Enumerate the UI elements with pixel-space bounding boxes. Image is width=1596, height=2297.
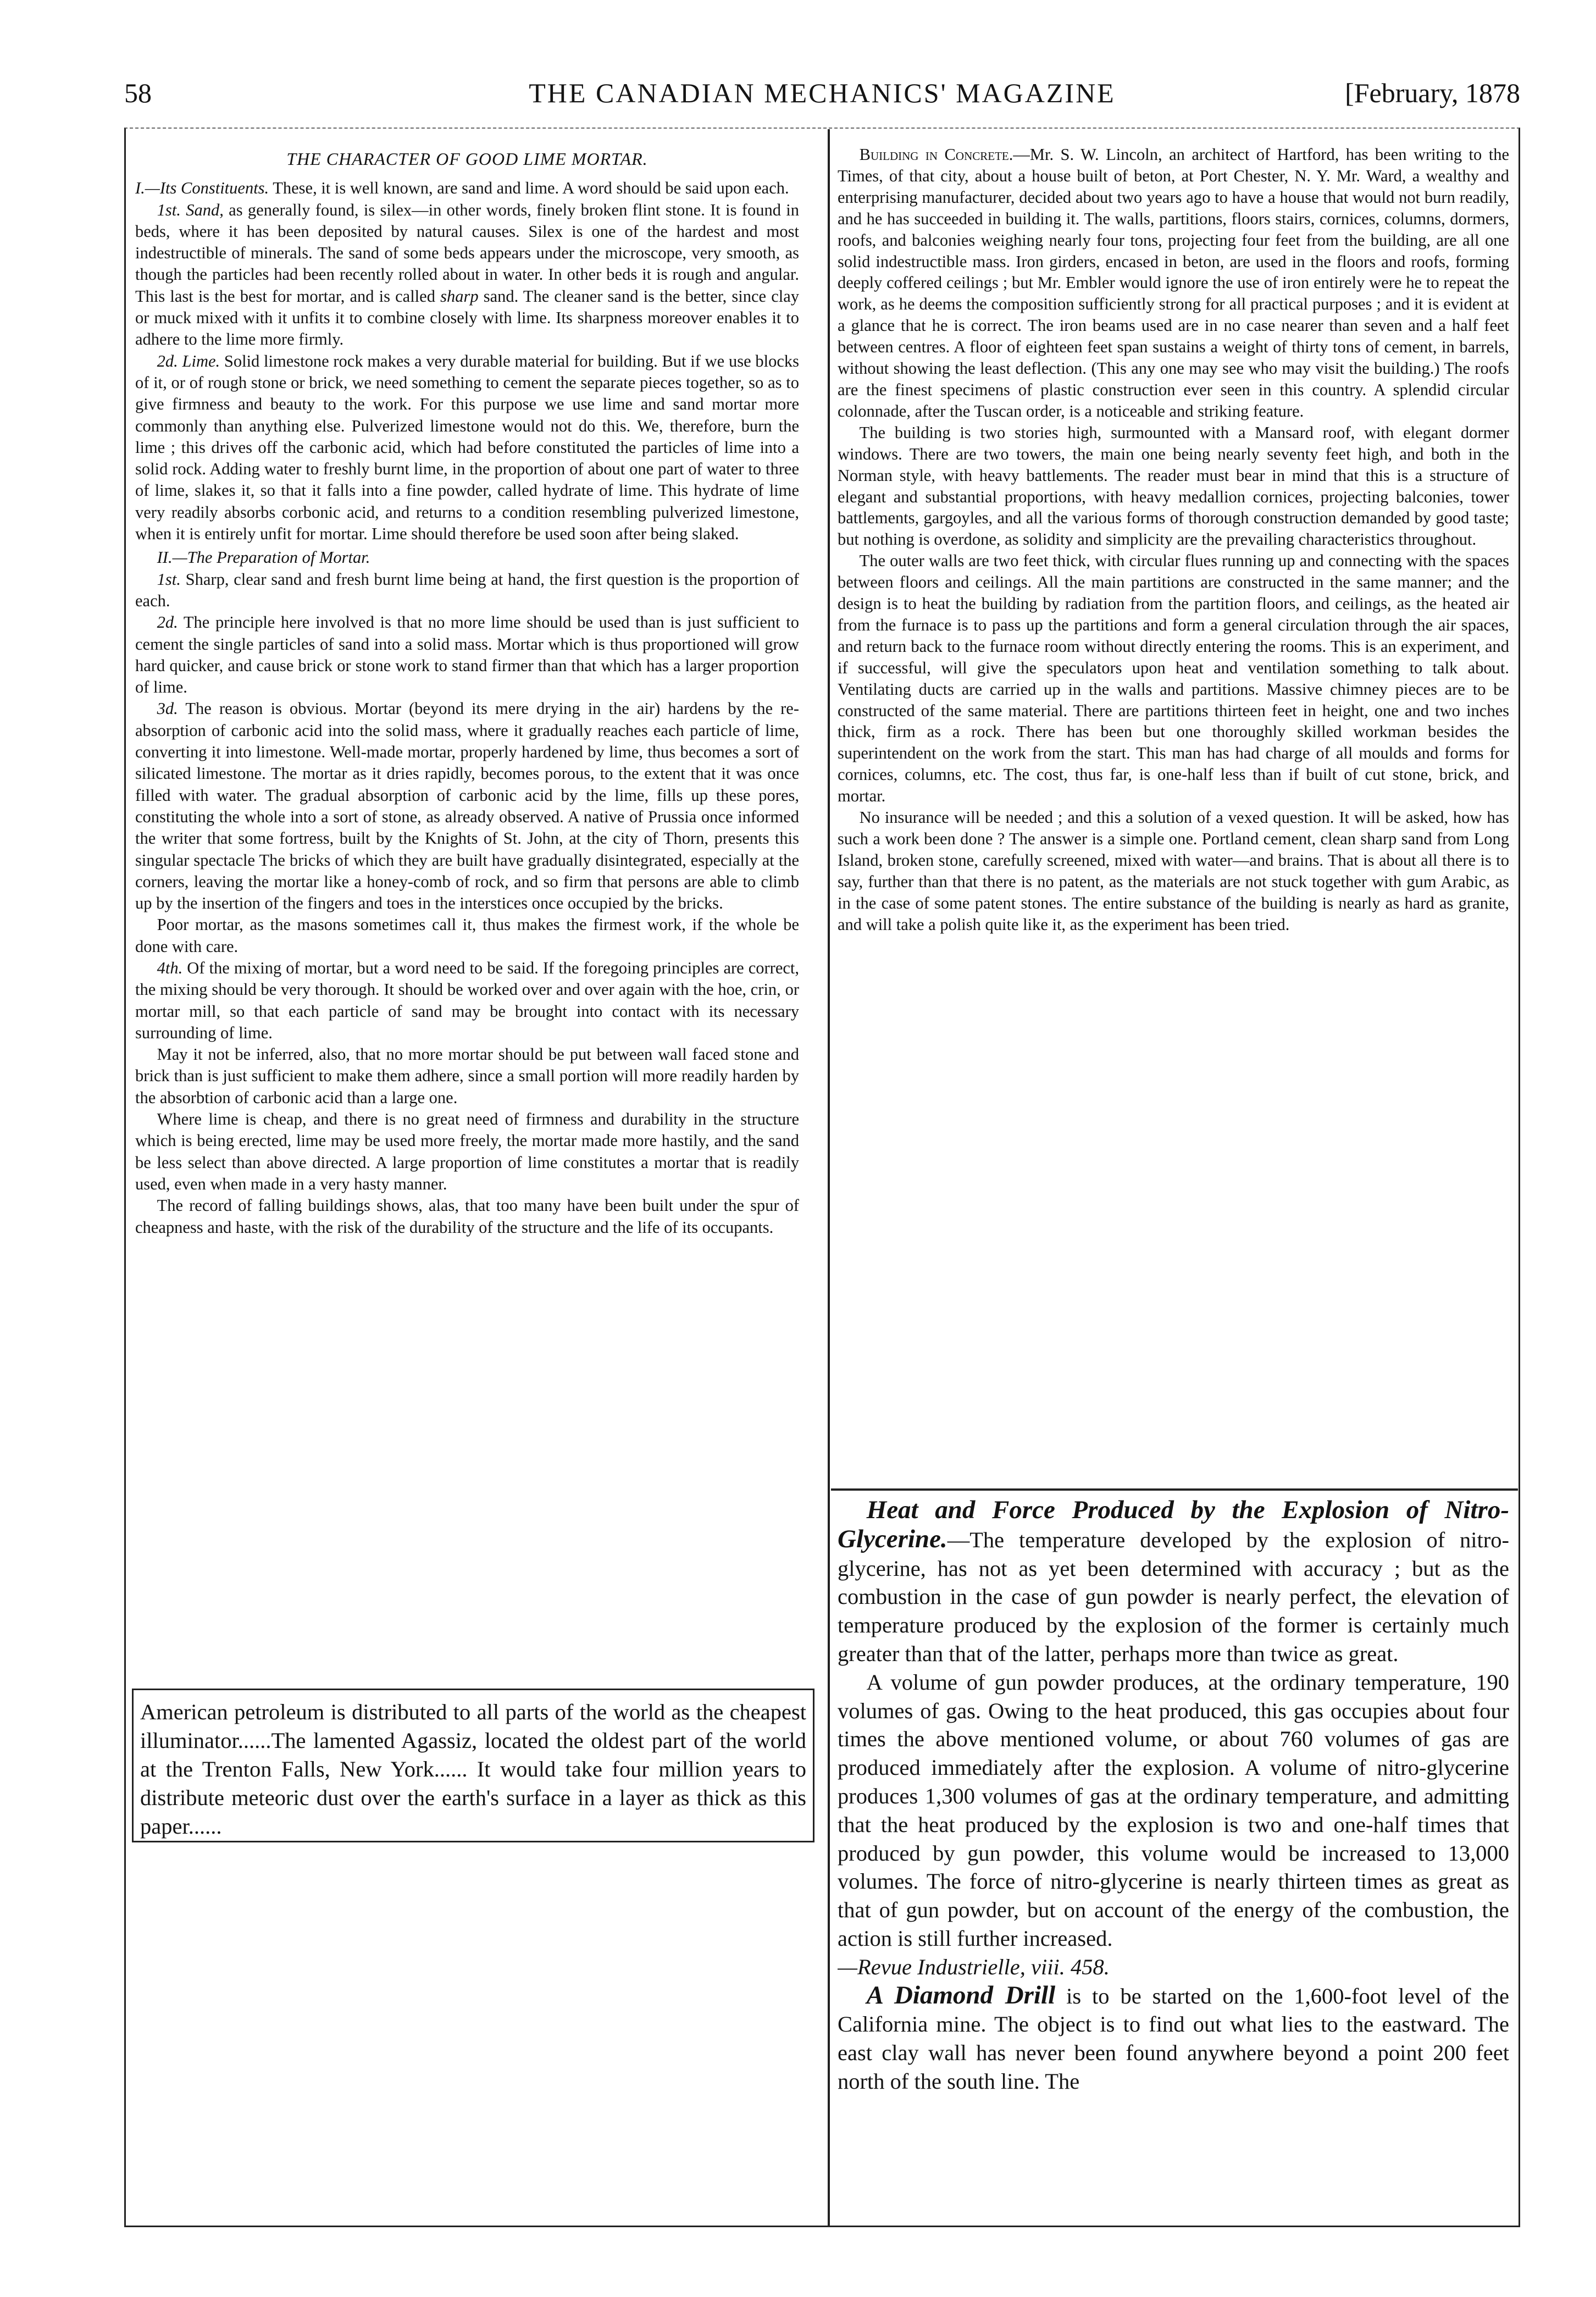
section-heading: II.—The Preparation of Mortar.	[157, 548, 370, 567]
paragraph: May it not be inferred, also, that no more mortar should be put between wall faced stone and brick than is just sufficient to make them adhere, since a small portion will more readily harden by the absorbtion of carbonic acid than a large one.	[135, 1045, 799, 1107]
source-citation: —Revue Industrielle, viii. 458.	[838, 1954, 1110, 1979]
paragraph: The outer walls are two feet thick, with circular flues running up and connecting with the spaces between floors and ceilings. All the main partitions are constructed in the same manner; and the design is to heat the building by radiation from the partition floors, and ceilings, as the heated air from the furnace is to pass up the partitions and form a general circulation through the air spaces, and return back to the furnace room without directly entering the rooms. This is an experiment, and if successful, will give the speculators upon heat and ventilation something to talk about. Ventilating ducts are carried up in the walls and partitions. Massive chimney pieces are to be constructed of the same material. There are partitions thirteen feet in height, one and two inches thick, firm as a rock. There has been but one thoroughly skilled workman besides the superintendent on the work from the start. This man has had charge of all moulds and forms for cornices, columns, etc. The cost, thus far, is one-half less than if built of cut stone, brick, and mortar.	[838, 551, 1509, 806]
paragraph: Building in Concrete.—Mr. S. W. Lincoln, an architect of Hartford, has been writing to the Times, of that city, about a house built of beton, at Port Chester, N. Y. Mr. Ward, a wealthy and enterprising manufacturer, decided about two years ago to have a house that would not burn readily, and he has succeeded in building it. The walls, partitions, floors stairs, cornices, columns, dormers, roofs, and balconies weighing nearly four tons, projecting four feet from the building, are all one solid indestructible mass. Iron girders, encased in beton, are used in the floors and roofs, forming deeply coffered ceilings ; but Mr. Embler would ignore the use of iron entirely were he to repeat the work, as he deems the composition sufficiently strong for all practical purposes ; and it is evident at a glance that he is correct. The iron beams used are in no case nearer than seven and a half feet between centres. A floor of eighteen feet span sustains a weight of thirty tons of cement, in barrels, without showing the least deflection. (This any one may see who may visit the building.) The roofs are the finest specimens of plastic construction ever seen in this country. A splendid circular colonnade, after the Tuscan order, is a noticeable and striking feature.	[838, 145, 1509, 420]
magazine-title: THE CANADIAN MECHANICS' MAGAZINE	[529, 78, 1116, 108]
article-heading: Heat and Force Produced by the Explosion of Nitro-Glycerine.	[838, 1496, 1509, 1553]
page-number: 58	[124, 78, 152, 108]
article-title: THE CHARACTER OF GOOD LIME MORTAR.	[286, 149, 648, 169]
paragraph: A Diamond Drill is to be started on the 1,600-foot level of the California mine. The object is to find out what lies to the eastward. The east clay wall has never been found anywhere beyond a point 200 feet north of the south line. The	[838, 1980, 1509, 2094]
paragraph: 3d. The reason is obvious. Mortar (beyond its mere drying in the air) hardens by the re-absorption of carbonic acid into the solid mass, where it gradually reaches each particle of lime, converting it into limestone. Well-made mortar, properly hardened by lime, thus becomes a sort of silicated limestone. The mortar as it dries rapidly, becomes porous, to the extent that it was once filled with water. The gradual absorption of carbonic acid by the lime, fills up these pores, constituting the whole into a sort of stone, as already observed. A native of Prussia once informed the writer that some fortress, built by the Knights of St. John, at the city of Thorn, presents this singular spectacle The bricks of which they are built have gradually disintegrated, especially at the corners, leaving the mortar like a honey-comb of rock, and so firm that persons are able to climb up by the insertion of the fingers and toes in the interstices once occupied by the bricks.	[135, 699, 799, 913]
paragraph: 2d. The principle here involved is that no more lime should be used than is just sufficient to cement the single particles of sand into a solid mass. Mortar which is thus proportioned will grow hard quicker, and cause brick or stone work to stand firmer than that which has a larger proportion of lime.	[135, 613, 799, 697]
column-divider	[828, 129, 830, 2226]
lime-mortar-article	[135, 144, 799, 1675]
paragraph: No insurance will be needed ; and this a solution of a vexed question. It will be asked, how has such a work been done ? The answer is a simple one. Portland cement, clean sharp sand from Long Island, broken stone, carefully screened, mixed with water—and brains. That is about all there is to say, further than that there is no patent, as the materials are not stuck together with gum Arabic, as in the case of some patent stones. The entire substance of the building is nearly as hard as granite, and will take a polish quite like it, as the experiment has been tried.	[838, 808, 1509, 934]
paragraph: 2d. Lime. Solid limestone rock makes a very durable material for building. But if we use blocks of it, or of rough stone or brick, we need something to cement the separate pieces together, so as to give firmness and beauty to the work. For this purpose we use lime and sand mortar more commonly than anything else. Pulverized limestone would not do this. We, therefore, burn the lime ; this drives off the carbonic acid, which had before constituted the particles of lime into a solid rock. Adding water to freshly burnt lime, in the proportion of about one part of water to three of lime, slakes it, so that it falls into a fine powder, called hydrate of lime. This hydrate of lime very readily absorbs corbonic acid, and returns to a condition resembling pulverized limestone, when it is entirely unfit for mortar. Lime should therefore be used soon after being slaked.	[135, 351, 799, 544]
boxed-note	[132, 1689, 814, 1842]
paragraph: Poor mortar, as the masons sometimes call it, thus makes the firmest work, if the whole be done with care.	[135, 915, 799, 956]
article-lead: Building in Concrete.	[859, 145, 1013, 164]
paragraph: A volume of gun powder produces, at the ordinary temperature, 190 volumes of gas. Owing to the heat produced, this gas occupies about four times the above mentioned volume, or about 760 volumes of gas are produced immediately after the explosion. A volume of nitro-glycerine produces 1,300 volumes of gas at the ordinary temperature, and admitting that the heat produced by the explosion is two and one-half times that produced by gun powder, this volume would be increased to 13,000 volumes. The force of nitro-glycerine is nearly thirteen times as great as that of gun powder, but on account of the energy of the combustion, the action is still further increased.	[838, 1669, 1509, 1951]
drill-heading: A Diamond Drill	[866, 1980, 1056, 2010]
paragraph: 4th. Of the mixing of mortar, but a word need to be said. If the foregoing principles are correct, the mixing should be very thorough. It should be worked over and over again with the hoe, crin, or mortar mill, so that each particle of sand may be brought into contact with its necessary surrounding of lime.	[135, 958, 799, 1042]
paragraph: The building is two stories high, surmounted with a Mansard roof, with elegant dormer windows. There are two towers, the main one being nearly seventy feet high, and both in the Norman style, with heavy battlements. The reader must bear in mind that this is a structure of elegant and substantial proportions, with heavy medallion cornices, projecting balconies, tower battlements, gargoyles, and all the various forms of thorough construction demanded by good taste; but nothing is overdone, as solidity and simplicity are the prevailing characteristics throughout.	[838, 423, 1509, 549]
boxed-note-text: American petroleum is distributed to all parts of the world as the cheapest illuminator......The lamented Agassiz, located the oldest part of the world at the Trenton Falls, New York...... It would take four million years to distribute meteoric dust over the earth's surface in a layer as thick as this paper......	[140, 1700, 806, 1839]
paragraph: The record of falling buildings shows, alas, that too many have been built under the spur of cheapness and haste, with the risk of the durability of the structure and the life of its occupants.	[135, 1196, 799, 1237]
paragraph: Heat and Force Produced by the Explosion of Nitro-Glycerine.—The temperature developed by the explosion of nitro-glycerine, has not as yet been determined with accuracy ; but as the combustion in the case of gun powder is nearly perfect, the elevation of temperature produced by the explosion of the former is certainly much greater than that of the latter, perhaps more than twice as great.	[838, 1496, 1509, 1666]
paragraph: 1st. Sharp, clear sand and fresh burnt lime being at hand, the first question is the proportion of each.	[135, 569, 799, 610]
paragraph: 1st. Sand, as generally found, is silex—in other words, finely broken flint stone. It is found in beds, where it has been deposited by natural causes. Silex is one of the hardest and most indestructible of minerals. The sand of some beds appears under the microscope, very smooth, as though the particles had been recently rolled about in water. In other beds it is rough and angular. This last is the best for mortar, and is called sharp sand. The cleaner sand is the better, since clay or muck mixed with it unfits it to combine closely with lime. Its sharpness moreover enables it to adhere to the lime more firmly.	[135, 200, 799, 349]
concrete-article	[838, 144, 1509, 1485]
paragraph: Where lime is cheap, and there is no great need of firmness and durability in the structure which is being erected, lime may be used more freely, the mortar made more hastily, and the sand be less select than above directed. A large proportion of lime constitutes a mortar that is readily used, even when made in a very hasty manner.	[135, 1110, 799, 1193]
page-header	[124, 77, 1520, 115]
issue-date: [February, 1878	[1345, 78, 1520, 108]
nitro-glycerine-article	[838, 1496, 1509, 2222]
article-separator	[831, 1488, 1518, 1491]
paragraph: I.—Its Constituents. These, it is well known, are sand and lime. A word should be said upon each.	[135, 179, 789, 198]
